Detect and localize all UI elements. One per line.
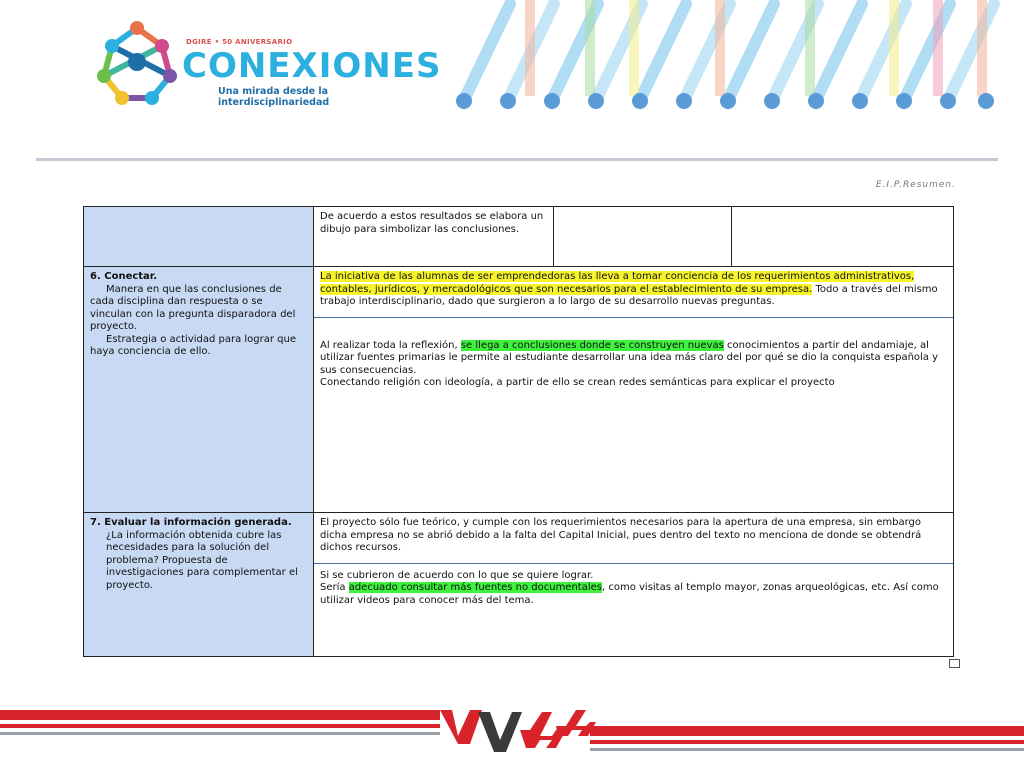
- row1-empty-cell: [554, 207, 732, 267]
- highlight-green: se llega a conclusiones donde se construyen nuevas: [460, 339, 724, 351]
- logo-tagline: Una mirada desde la interdisciplinariedad: [218, 86, 330, 108]
- step-7-title: 7. Evaluar la información generada.: [90, 517, 292, 528]
- step-6-p2-rest: conocimientos a partir del andamiaje, al utilizar fuentes primarias le permite al estudiante desarrollar una idea más claro del por qué se dio la conquista española y sus consecuencias.: [320, 339, 939, 376]
- logo-title: CONEXIONES: [182, 46, 442, 86]
- footer-bar: [0, 700, 1024, 760]
- row1-content-cell: [314, 207, 554, 267]
- step-7-desc: ¿La información obtenida cubre las necesidades para la solución del problema? Propuesta de investigaciones para complementar el proyecto.: [106, 529, 298, 591]
- uvaa-logo: [440, 710, 596, 752]
- step-7-paragraph-3: [320, 582, 947, 607]
- step-6-paragraph-3: Conectando religión con ideología, a partir de ello se crean redes semánticas para explicar el proyecto: [320, 377, 835, 388]
- decorative-stripes: [450, 0, 1000, 112]
- conexiones-logo: [92, 16, 442, 116]
- step-6-paragraph-2: [320, 340, 947, 378]
- step-6-paragraph-1: [320, 271, 947, 309]
- row3-content-cell: [314, 513, 954, 657]
- table-row: [84, 207, 954, 267]
- reference-label: E.I.P.Resumen.: [875, 180, 956, 190]
- step-6-desc-2: Estrategia o actividad para lograr que haya conciencia de ello.: [90, 333, 297, 357]
- row2-content-cell: [314, 267, 954, 513]
- logo-subtitle: DGIRE • 50 ANIVERSARIO: [186, 38, 293, 46]
- row1-empty-cell: [732, 207, 954, 267]
- row2-side-cell: [84, 267, 314, 513]
- row1-side-cell: [84, 207, 314, 267]
- footer-logo-text: UVAA: [0, 700, 3, 701]
- small-square-marker: [949, 659, 960, 668]
- step-6-title: 6. Conectar.: [90, 271, 158, 282]
- highlight-green: adecuado consultar más fuentes no documentales: [348, 582, 602, 593]
- table-row: [84, 513, 954, 657]
- step-7-p3-rest: , como visitas al templo mayor, zonas arqueológicas, etc. Así como utilizar videos para conocer más del tema.: [320, 582, 939, 606]
- inner-divider: [314, 563, 953, 564]
- table-row: [84, 267, 954, 513]
- step-7-paragraph-2: Si se cubrieron de acuerdo con lo que se quiere lograr.: [320, 569, 594, 581]
- inner-divider: [314, 317, 953, 318]
- step-6-desc-1: Manera en que las conclusiones de cada disciplina dan respuesta o se vinculan con la pregunta disparadora del proyecto.: [90, 283, 296, 332]
- step-6-p2-start: Al realizar toda la reflexión,: [320, 339, 461, 351]
- step-7-paragraph-1: El proyecto sólo fue teórico, y cumple con los requerimientos necesarios para la apertura de una empresa, sin embargo dicha empresa no se abrió debido a la falta del Capital Inicial, pues dentro del texto no menciona de donde se obtendrá dichos recursos.: [320, 517, 922, 553]
- row3-side-cell: [84, 513, 314, 657]
- highlight-yellow: La iniciativa de las alumnas de ser emprendedoras las lleva a tomar conciencia de los requerimientos administrativos, contables, jurídicos, y mercadológicos que son necesarios para el establecimiento de su empresa.: [320, 271, 915, 295]
- step-6-p1-rest: Todo a través del mismo trabajo interdisciplinario, dado que surgieron a lo largo de su desarrollo nuevas preguntas.: [320, 283, 938, 307]
- step-7-p3-start: Sería: [320, 582, 349, 593]
- project-table: [83, 206, 954, 657]
- network-icon: [92, 16, 182, 116]
- row1-text: De acuerdo a estos resultados se elabora un dibujo para simbolizar las conclusiones.: [320, 211, 544, 235]
- header-divider: [36, 158, 998, 161]
